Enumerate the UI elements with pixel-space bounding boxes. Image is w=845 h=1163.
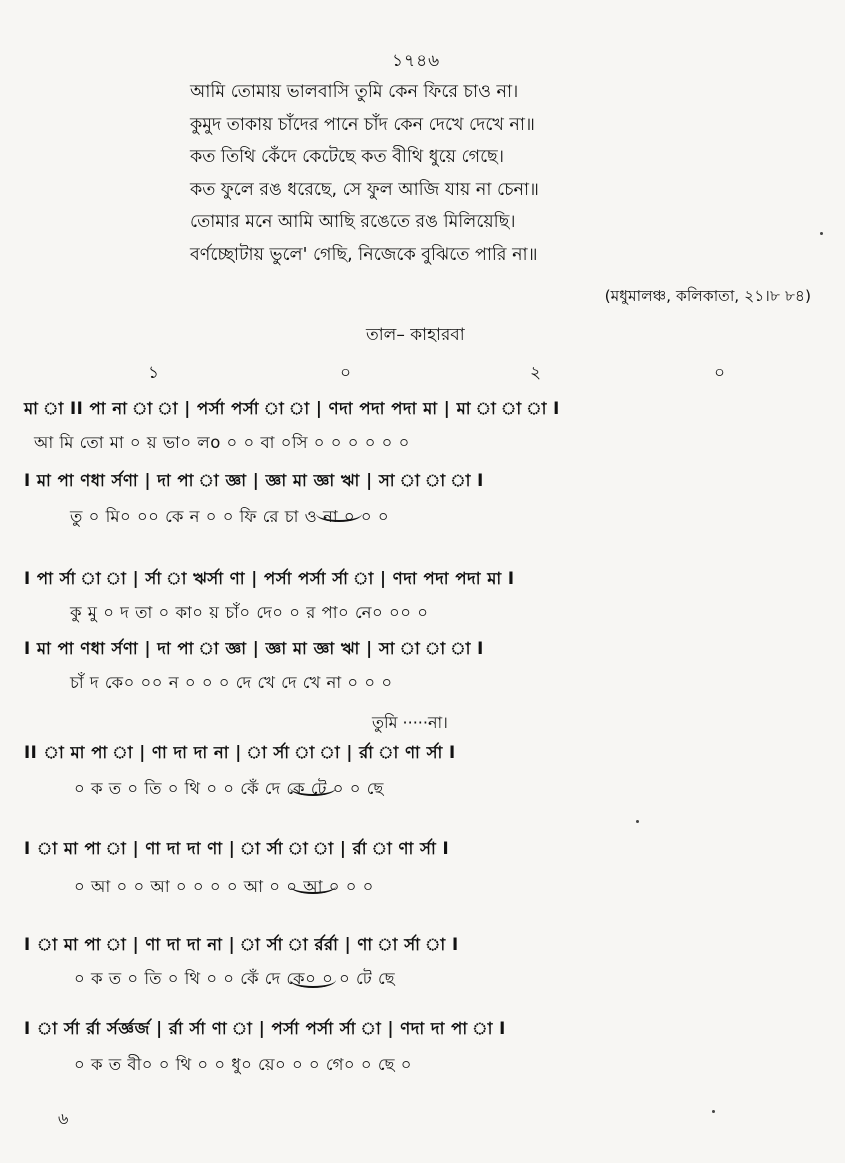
slur-mark <box>290 780 336 796</box>
source-note: (মধুমালঞ্চ, কলিকাতা, ২১।৮ ৮৪) <box>604 287 811 305</box>
swara-row: I পা র্সা া া | র্সা া ঋর্সা ণা | পর্সা পর্সা র্সা া | ণদা পদা পদা মা I <box>24 569 515 588</box>
lyric-row: চাঁ দ কে০ ০০ ন ০ ০ ০ দে খে দে খে না ০ ০ ০ <box>70 673 393 692</box>
slur-mark <box>290 878 336 894</box>
beat-marks <box>0 360 845 384</box>
swara-row: I া মা পা া | ণা দা দা না | া র্সা া র্রর্রা | ণা া র্সা া I <box>24 935 459 954</box>
page-number: ৬ <box>58 1109 69 1128</box>
slur-mark <box>316 506 362 522</box>
beat-mark: ২ <box>530 363 542 383</box>
swara-row: I া র্সা র্রা র্সর্জ্ঞর্জ | র্রা র্সা ণা া | পর্সা পর্সা র্সা া | ণদা দা পা া I <box>24 1019 506 1038</box>
lyric-row: ০ আ ০ ০ আ ০ ০ ০ ০ আ ০ ০ আ ০ ০ ০ <box>74 877 374 896</box>
lyric-row: কু মু ০ দ তা ০ কা০ য় চাঁ০ দে০ ০ র পা০ নে০ ০০ ০ <box>70 603 429 622</box>
lyric-row: ০ ক ত ০ তি ০ থি ০ ০ কেঁ দে কে টে ০ ০ ছে <box>74 779 384 798</box>
swara-row: মা া II পা না া া | পর্সা পর্সা া া | ণদা পদা পদা মা | মা া া া I <box>24 399 560 418</box>
beat-mark: ১ <box>148 363 160 383</box>
poem-line: কুমুদ তাকায় চাঁদের পানে চাঁদ কেন দেখে দেখে না॥ <box>190 114 535 135</box>
poem-line: বর্ণচ্ছোটায় ভুলে' গেছি, নিজেকে বুঝিতে পারি না॥ <box>190 244 538 265</box>
lyric-row: আ মি তো মা ০ য় ভা০ লo ০ ০ বা ০সি ০ ০ ০ ০ ০ ০ <box>34 433 410 452</box>
poem-line: কত ফুলে রঙ ধরেছে, সে ফুল আজি যায় না চেনা॥ <box>190 179 539 200</box>
poem-stanza <box>190 76 810 271</box>
lyric-row: ০ ক ত ০ তি ০ থি ০ ০ কেঁ দে কে০ ০ ০ টে ছে <box>74 969 396 988</box>
lyric-row: তু ০ মি০ ০০ কে ন ০ ০ ফি রে চা ও না ০ ০ ০ <box>70 507 390 526</box>
song-number: ১৭৪৬ <box>392 51 441 71</box>
swara-row: II া মা পা া | ণা দা দা না | া র্সা া া | র্রা া ণা র্সা I <box>24 743 456 762</box>
swara-row: I মা পা ণধা র্সণা | দা পা া জ্ঞা | জ্ঞা মা জ্ঞা ঋা | সা া া া I <box>24 639 484 658</box>
taal-heading: তাল– কাহারবা <box>366 325 465 345</box>
poem-line: আমি তোমায় ভালবাসি তুমি কেন ফিরে চাও না। <box>190 82 519 102</box>
paper-speck <box>712 1110 715 1113</box>
beat-mark: ০ <box>340 363 352 383</box>
interlude-text: তুমি ·····না। <box>372 713 448 732</box>
beat-mark: ০ <box>714 363 726 383</box>
swara-row: I মা পা ণধা র্সণা | দা পা া জ্ঞা | জ্ঞা মা জ্ঞা ঋা | সা া া া I <box>24 471 484 490</box>
swara-row: I া মা পা া | ণা দা দা ণা | া র্সা া া | র্রা া ণা র্সা I <box>24 839 450 858</box>
lyric-row: ০ ক ত বী০ ০ থি ০ ০ ধু০ য়ে০ ০ ০ গে০ ০ ছে ০ <box>74 1055 413 1074</box>
poem-line: কত তিথি কেঁদে কেটেছে কত বীথি ধুয়ে গেছে। <box>190 147 504 167</box>
slur-mark <box>290 972 336 988</box>
paper-speck <box>820 232 823 235</box>
paper-speck <box>636 820 639 823</box>
poem-line: তোমার মনে আমি আছি রঙেতে রঙ মিলিয়েছি। <box>190 212 516 232</box>
